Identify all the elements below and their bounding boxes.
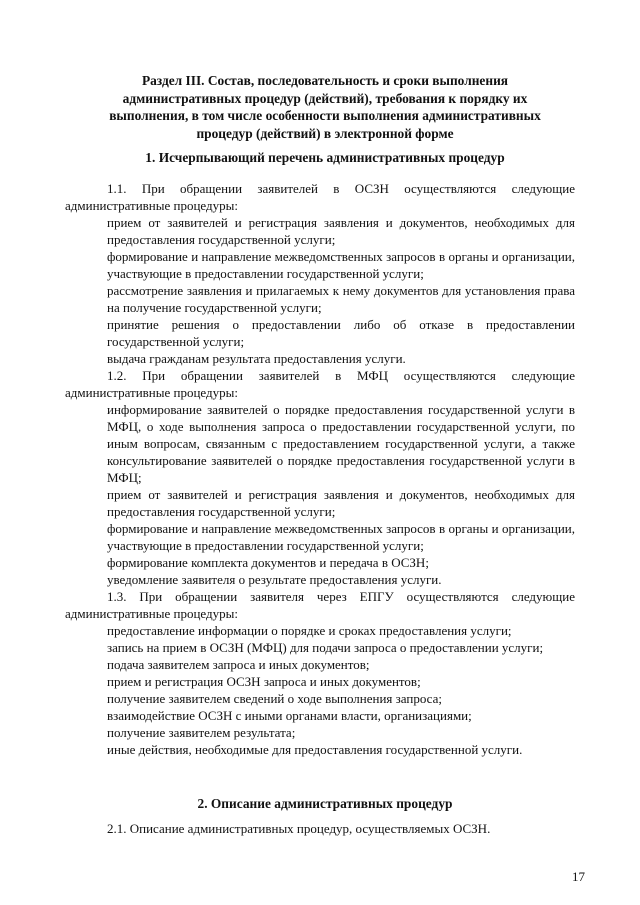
heading-line: выполнения, в том числе особенности выполнения административных	[109, 108, 541, 123]
paragraph: уведомление заявителя о результате предоставления услуги.	[107, 572, 442, 587]
paragraph: запись на прием в ОСЗН (МФЦ) для подачи запроса о предоставлении услуги;	[107, 640, 544, 655]
paragraph: прием от заявителей и регистрация заявления и документов, необходимых для предоставления государственной услуги;	[107, 215, 575, 247]
paragraph: прием и регистрация ОСЗН запроса и иных документов;	[107, 674, 421, 689]
paragraph: получение заявителем сведений о ходе выполнения запроса;	[107, 691, 442, 706]
paragraph: принятие решения о предоставлении либо об отказе в предоставлении государственной услуги;	[107, 317, 575, 349]
paragraph: взаимодействие ОСЗН с иными органами власти, организациями;	[107, 708, 472, 723]
paragraph: формирование и направление межведомственных запросов в органы и организации, участвующие в предоставлении государственной услуги;	[107, 249, 575, 281]
heading-line: Раздел III. Состав, последовательность и сроки выполнения	[141, 73, 509, 88]
paragraph: 2.1. Описание административных процедур, осуществляемых ОСЗН.	[107, 821, 491, 836]
section-2-title: 2. Описание административных процедур	[197, 796, 453, 811]
section-1-title: 1. Исчерпывающий перечень административных процедур	[145, 150, 505, 165]
paragraph: формирование комплекта документов и передача в ОСЗН;	[107, 555, 429, 570]
section-1-body	[65, 180, 575, 758]
paragraph: формирование и направление межведомственных запросов в органы и организации, участвующие в предоставлении государственной услуги;	[107, 521, 575, 553]
document-heading	[75, 72, 575, 142]
heading-line: административных процедур (действий), требования к порядку их	[122, 90, 528, 106]
paragraph: подача заявителем запроса и иных документов;	[107, 657, 370, 672]
heading-line: процедур (действий) в электронной форме	[196, 125, 454, 141]
paragraph: прием от заявителей и регистрация заявления и документов, необходимых для предоставления государственной услуги;	[107, 487, 575, 519]
paragraph: иные действия, необходимые для предоставления государственной услуги.	[107, 742, 523, 757]
paragraph: 1.1. При обращении заявителей в ОСЗН осуществляются следующие административные процедуры:	[65, 181, 575, 213]
section-2-body	[65, 820, 575, 837]
paragraph: рассмотрение заявления и прилагаемых к нему документов для установления права на получение государственной услуги;	[107, 283, 575, 315]
paragraph: 1.3. При обращении заявителя через ЕПГУ осуществляются следующие административные процедуры:	[65, 589, 575, 621]
paragraph: информирование заявителей о порядке предоставления государственной услуги в МФЦ, о ходе выполнения запроса о предоставлении государственной услуги, по иным вопросам, связанным с предоставлением государственной услуги, а также консультирование заявителей о порядке предоставления государственной услуги в МФЦ;	[107, 402, 575, 485]
paragraph: предоставление информации о порядке и сроках предоставления услуги;	[107, 623, 512, 638]
page-number: 17	[572, 869, 585, 884]
paragraph: 1.2. При обращении заявителей в МФЦ осуществляются следующие административные процедуры:	[65, 368, 575, 400]
paragraph: получение заявителем результата;	[107, 725, 296, 740]
paragraph: выдача гражданам результата предоставления услуги.	[107, 351, 406, 366]
